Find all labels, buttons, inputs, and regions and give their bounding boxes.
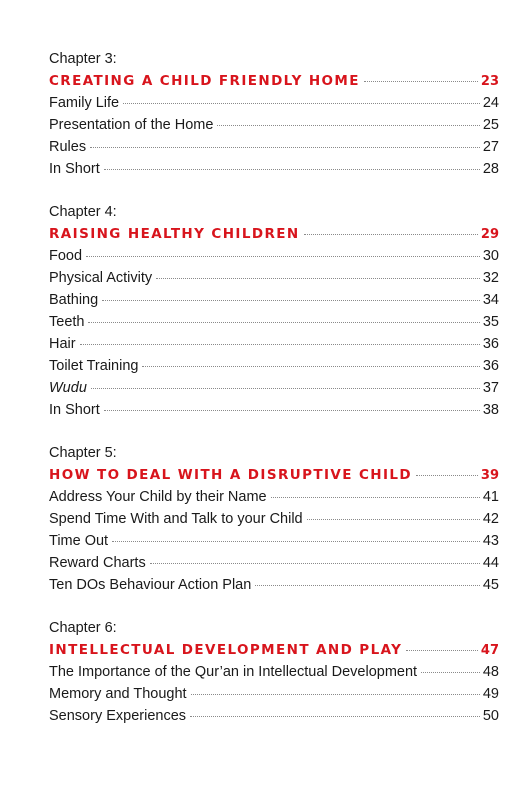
dot-leader bbox=[304, 220, 478, 235]
entry-title: Food bbox=[49, 248, 83, 264]
chapter-label: Chapter 6: bbox=[49, 620, 117, 636]
entry-title: Rules bbox=[49, 139, 87, 155]
dot-leader bbox=[112, 527, 480, 542]
entry-title: In Short bbox=[49, 402, 100, 418]
chapter-section bbox=[49, 48, 499, 180]
entry-title: Presentation of the Home bbox=[49, 117, 214, 133]
entry-title: Time Out bbox=[49, 533, 109, 549]
dot-leader bbox=[364, 67, 478, 82]
chapter-page-number: 47 bbox=[480, 643, 499, 658]
entry-page-number: 42 bbox=[482, 511, 499, 527]
chapter-section bbox=[49, 201, 499, 421]
entry-page-number: 28 bbox=[482, 161, 499, 177]
dot-leader bbox=[80, 330, 480, 345]
chapter-label: Chapter 4: bbox=[49, 204, 117, 220]
dot-leader bbox=[102, 286, 480, 301]
entry-page-number: 30 bbox=[482, 248, 499, 264]
entry-page-number: 48 bbox=[482, 664, 499, 680]
dot-leader bbox=[150, 549, 480, 564]
entry-title: Bathing bbox=[49, 292, 99, 308]
entry-page-number: 44 bbox=[482, 555, 499, 571]
entry-page-number: 32 bbox=[482, 270, 499, 286]
entry-page-number: 25 bbox=[482, 117, 499, 133]
entry-title: Physical Activity bbox=[49, 270, 153, 286]
dot-leader bbox=[86, 242, 480, 257]
chapter-section bbox=[49, 442, 499, 596]
entry-title: Toilet Training bbox=[49, 358, 139, 374]
entry-page-number: 45 bbox=[482, 577, 499, 593]
dot-leader bbox=[88, 308, 479, 323]
entry-title: Address Your Child by their Name bbox=[49, 489, 267, 505]
chapter-page-number: 39 bbox=[480, 468, 499, 483]
entry-page-number: 36 bbox=[482, 336, 499, 352]
dot-leader bbox=[191, 680, 480, 695]
dot-leader bbox=[142, 352, 479, 367]
chapter-page-number: 23 bbox=[480, 74, 499, 89]
entry-title: In Short bbox=[49, 161, 100, 177]
table-of-contents bbox=[49, 48, 499, 748]
chapter-title: CREATING A CHILD FRIENDLY HOME bbox=[49, 73, 360, 89]
dot-leader bbox=[217, 111, 479, 126]
toc-entry[interactable] bbox=[49, 574, 499, 596]
entry-title: Sensory Experiences bbox=[49, 708, 187, 724]
dot-leader bbox=[307, 505, 480, 520]
dot-leader bbox=[190, 702, 480, 717]
dot-leader bbox=[406, 636, 478, 651]
entry-title: Wudu bbox=[49, 380, 87, 396]
dot-leader bbox=[90, 133, 480, 148]
dot-leader bbox=[104, 396, 480, 411]
entry-title: Ten DOs Behaviour Action Plan bbox=[49, 577, 252, 593]
entry-page-number: 34 bbox=[482, 292, 499, 308]
dot-leader bbox=[123, 89, 480, 104]
entry-title: Teeth bbox=[49, 314, 85, 330]
entry-page-number: 41 bbox=[482, 489, 499, 505]
dot-leader bbox=[421, 658, 480, 673]
entry-page-number: 24 bbox=[482, 95, 499, 111]
dot-leader bbox=[271, 483, 480, 498]
dot-leader bbox=[416, 461, 478, 476]
toc-entry[interactable] bbox=[49, 399, 499, 421]
toc-entry[interactable] bbox=[49, 705, 499, 727]
chapter-section bbox=[49, 617, 499, 727]
chapter-page-number: 29 bbox=[480, 227, 499, 242]
entry-page-number: 35 bbox=[482, 314, 499, 330]
entry-title: Hair bbox=[49, 336, 76, 352]
entry-page-number: 50 bbox=[482, 708, 499, 724]
entry-page-number: 36 bbox=[482, 358, 499, 374]
entry-title: Memory and Thought bbox=[49, 686, 187, 702]
entry-title: The Importance of the Qur’an in Intellectual Development bbox=[49, 664, 418, 680]
entry-title: Reward Charts bbox=[49, 555, 146, 571]
chapter-label: Chapter 3: bbox=[49, 51, 117, 67]
chapter-label: Chapter 5: bbox=[49, 445, 117, 461]
chapter-title: RAISING HEALTHY CHILDREN bbox=[49, 226, 300, 242]
entry-page-number: 27 bbox=[482, 139, 499, 155]
dot-leader bbox=[104, 155, 480, 170]
entry-page-number: 49 bbox=[482, 686, 499, 702]
entry-page-number: 38 bbox=[482, 402, 499, 418]
dot-leader bbox=[91, 374, 480, 389]
dot-leader bbox=[156, 264, 480, 279]
chapter-title: INTELLECTUAL DEVELOPMENT AND PLAY bbox=[49, 642, 403, 658]
entry-page-number: 43 bbox=[482, 533, 499, 549]
toc-entry[interactable] bbox=[49, 158, 499, 180]
entry-title: Family Life bbox=[49, 95, 120, 111]
entry-page-number: 37 bbox=[482, 380, 499, 396]
entry-title: Spend Time With and Talk to your Child bbox=[49, 511, 303, 527]
chapter-title: HOW TO DEAL WITH A DISRUPTIVE CHILD bbox=[49, 467, 413, 483]
dot-leader bbox=[255, 571, 480, 586]
